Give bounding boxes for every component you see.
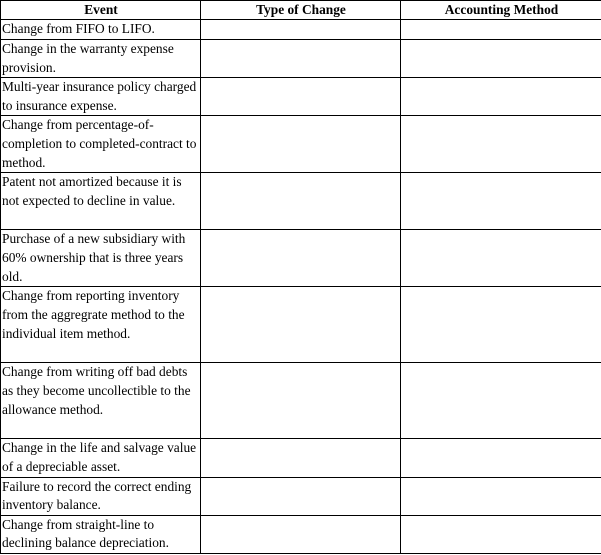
table-row	[1, 116, 601, 173]
event-text: Purchase of a new subsidiary with 60% ownership that is three years old.	[2, 231, 186, 284]
event-cell	[1, 116, 201, 173]
event-cell	[1, 287, 201, 363]
type-of-change-cell[interactable]	[201, 477, 401, 515]
type-of-change-cell[interactable]	[201, 116, 401, 173]
accounting-method-cell[interactable]	[401, 40, 601, 78]
accounting-method-cell[interactable]	[401, 173, 601, 230]
table-row	[1, 20, 601, 40]
accounting-method-cell[interactable]	[401, 477, 601, 515]
type-of-change-cell[interactable]	[201, 173, 401, 230]
accounting-method-cell[interactable]	[401, 439, 601, 477]
type-of-change-cell[interactable]	[201, 20, 401, 40]
accounting-method-cell[interactable]	[401, 515, 601, 553]
event-text: Patent not amortized because it is not expected to decline in value.	[2, 174, 182, 208]
table-row	[1, 173, 601, 230]
type-of-change-cell[interactable]	[201, 78, 401, 116]
table-row	[1, 230, 601, 287]
event-text: Change from percentage-of-completion to completed-contract to method.	[2, 117, 197, 170]
header-accounting-method: Accounting Method	[401, 1, 601, 20]
header-event: Event	[1, 1, 201, 20]
table-row	[1, 287, 601, 363]
header-row	[1, 1, 601, 20]
type-of-change-cell[interactable]	[201, 40, 401, 78]
table-row	[1, 78, 601, 116]
event-text: Failure to record the correct ending inventory balance.	[2, 478, 192, 513]
accounting-method-cell[interactable]	[401, 78, 601, 116]
event-cell	[1, 363, 201, 439]
accounting-method-cell[interactable]	[401, 20, 601, 40]
type-of-change-cell[interactable]	[201, 515, 401, 553]
header-type-of-change: Type of Change	[201, 1, 401, 20]
event-cell	[1, 515, 201, 553]
event-text: Change from writing off bad debts as they become uncollectible to the allowance method.	[2, 364, 191, 417]
event-text: Change in the life and salvage value of a depreciable asset.	[2, 440, 197, 474]
event-text: Change from reporting inventory from the aggregrate method to the individual item method.	[2, 288, 185, 341]
table-row	[1, 515, 601, 553]
event-text: Change from FIFO to LIFO.	[2, 21, 155, 36]
type-of-change-cell[interactable]	[201, 363, 401, 439]
event-cell	[1, 477, 201, 515]
table-row	[1, 363, 601, 439]
event-cell	[1, 230, 201, 287]
event-cell	[1, 78, 201, 116]
event-cell	[1, 20, 201, 40]
event-cell	[1, 439, 201, 477]
event-text: Multi-year insurance policy charged to insurance expense.	[2, 79, 197, 113]
type-of-change-cell[interactable]	[201, 287, 401, 363]
type-of-change-cell[interactable]	[201, 439, 401, 477]
event-cell	[1, 40, 201, 78]
event-cell	[1, 173, 201, 230]
event-text: Change from straight-line to declining balance depreciation.	[2, 516, 169, 551]
table-row	[1, 439, 601, 477]
accounting-method-cell[interactable]	[401, 363, 601, 439]
event-text: Change in the warranty expense provision.	[2, 41, 174, 75]
accounting-method-cell[interactable]	[401, 116, 601, 173]
type-of-change-cell[interactable]	[201, 230, 401, 287]
table-row	[1, 40, 601, 78]
accounting-method-cell[interactable]	[401, 230, 601, 287]
table-row	[1, 477, 601, 515]
accounting-method-cell[interactable]	[401, 287, 601, 363]
